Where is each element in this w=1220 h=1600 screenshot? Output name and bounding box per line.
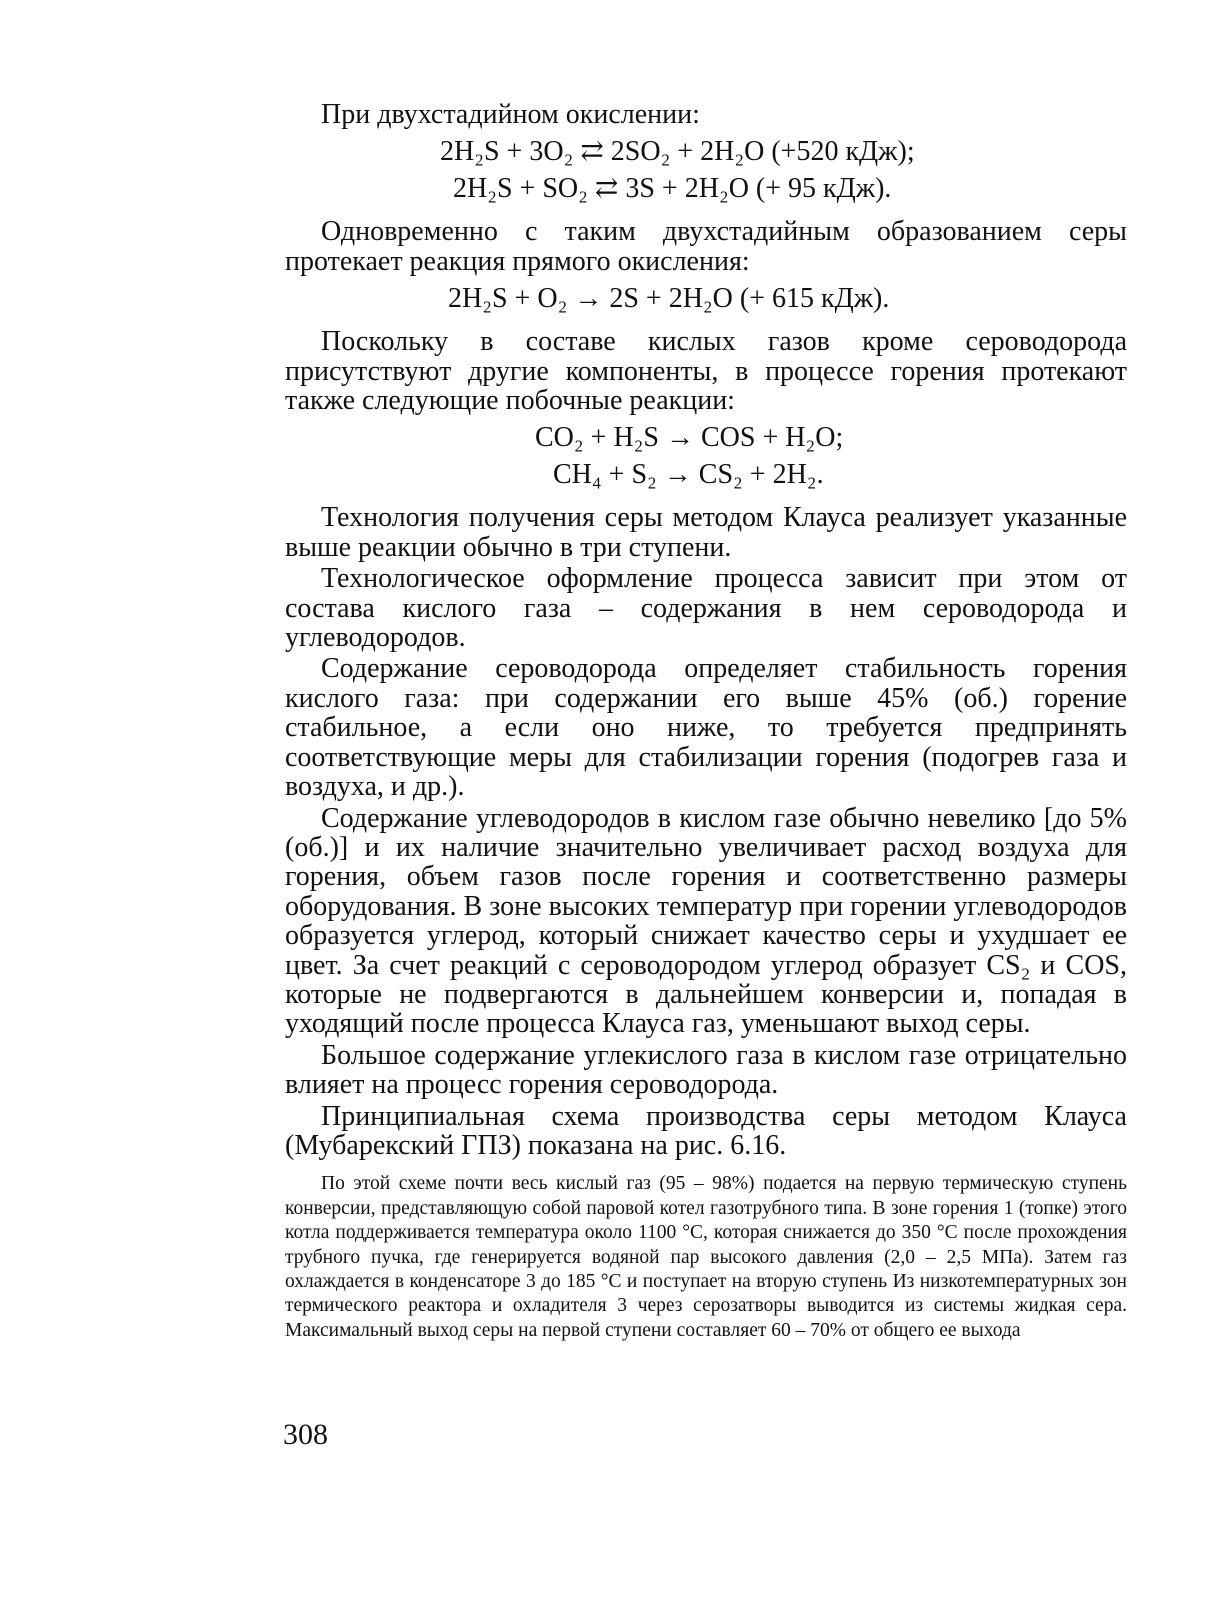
paragraph-4: Технологическое оформление процесса зависит при этом от состава кислого газа – содержания в нем сероводорода и углеводородов. [285, 563, 1127, 654]
paragraph-8: Принципиальная схема производства серы методом Клауса (Мубарекский ГПЗ) показана на рис. 6.16. [285, 1100, 1127, 1161]
paragraph-small-print: По этой схеме почти весь кислый газ (95 – 98%) подается на первую термическую ступень конверсии, представляющую собой паровой котел газотрубного типа. В зоне горения 1 (топке) этого котла поддерживается температура около 1100 °С, которая снижается до 350 °С после прохождения трубного пучка, где генерируется водяной пар высокого давления (2,0 – 2,5 МПа). Затем газ охлаждается в конденсаторе 3 до 185 °С и поступает на вторую ступень Из низкотемпературных зон термического реактора и охладителя 3 через серозатворы выводится из системы жидкая сера. Максимальный выход серы на первой ступени составляет 60 – 70% от общего ее выхода [285, 1173, 1127, 1341]
paragraph-6: Содержание углеводородов в кислом газе обычно невелико [до 5%(об.)] и их наличие значительно увеличивает расход воздуха для горения, объем газов после горения и соответственно размеры оборудования. В зоне высоких температур при горении углеводородов образуется углерод, который снижает качество серы и ухудшает ее цвет. За счет реакций с сероводородом углерод образует CS₂ и COS, которые не подвергаются в дальнейшем конверсии и, попадая в уходящий после процесса Клауса газ, уменьшают выход серы. [285, 802, 1127, 1040]
page-number: 308 [283, 1418, 328, 1451]
paragraph-2: Поскольку в составе кислых газов кроме сероводорода присутствуют другие компоненты, в процессе горения протекают также следующие побочные реакции: [285, 326, 1127, 417]
paragraph-3: Технология получения серы методом Клауса реализует указанные выше реакции обычно в три ступени. [285, 502, 1127, 563]
equation-3: 2H₂S + O₂ → 2S + 2H₂O (+ 615 кДж). [448, 283, 890, 315]
equation-1: 2H₂S + 3O₂ ⇄ 2SO₂ + 2H₂O (+520 кДж); [440, 136, 915, 168]
paragraph-5: Содержание сероводорода определяет стабильность горения кислого газа: при содержании его выше 45% (об.) горение стабильное, а если оно ниже, то требуется предпринять соответствующие меры для стабилизации горения (подогрев газа и воздуха, и др.). [285, 653, 1127, 803]
paragraph-1: Одновременно с таким двухстадийным образованием серы протекает реакция прямого окисления: [285, 216, 1127, 277]
paragraph-7: Большое содержание углекислого газа в кислом газе отрицательно влияет на процесс горения сероводорода. [285, 1039, 1127, 1101]
equation-2: 2H₂S + SO₂ ⇄ 3S + 2H₂O (+ 95 кДж). [453, 173, 892, 205]
text-column [285, 0, 1127, 1343]
equation-4: CO₂ + H₂S → COS + H₂O; [535, 422, 844, 454]
equation-5: CH₄ + S₂ → CS₂ + 2H₂. [553, 459, 824, 491]
intro-line: При двухстадийном окислении: [321, 99, 700, 130]
